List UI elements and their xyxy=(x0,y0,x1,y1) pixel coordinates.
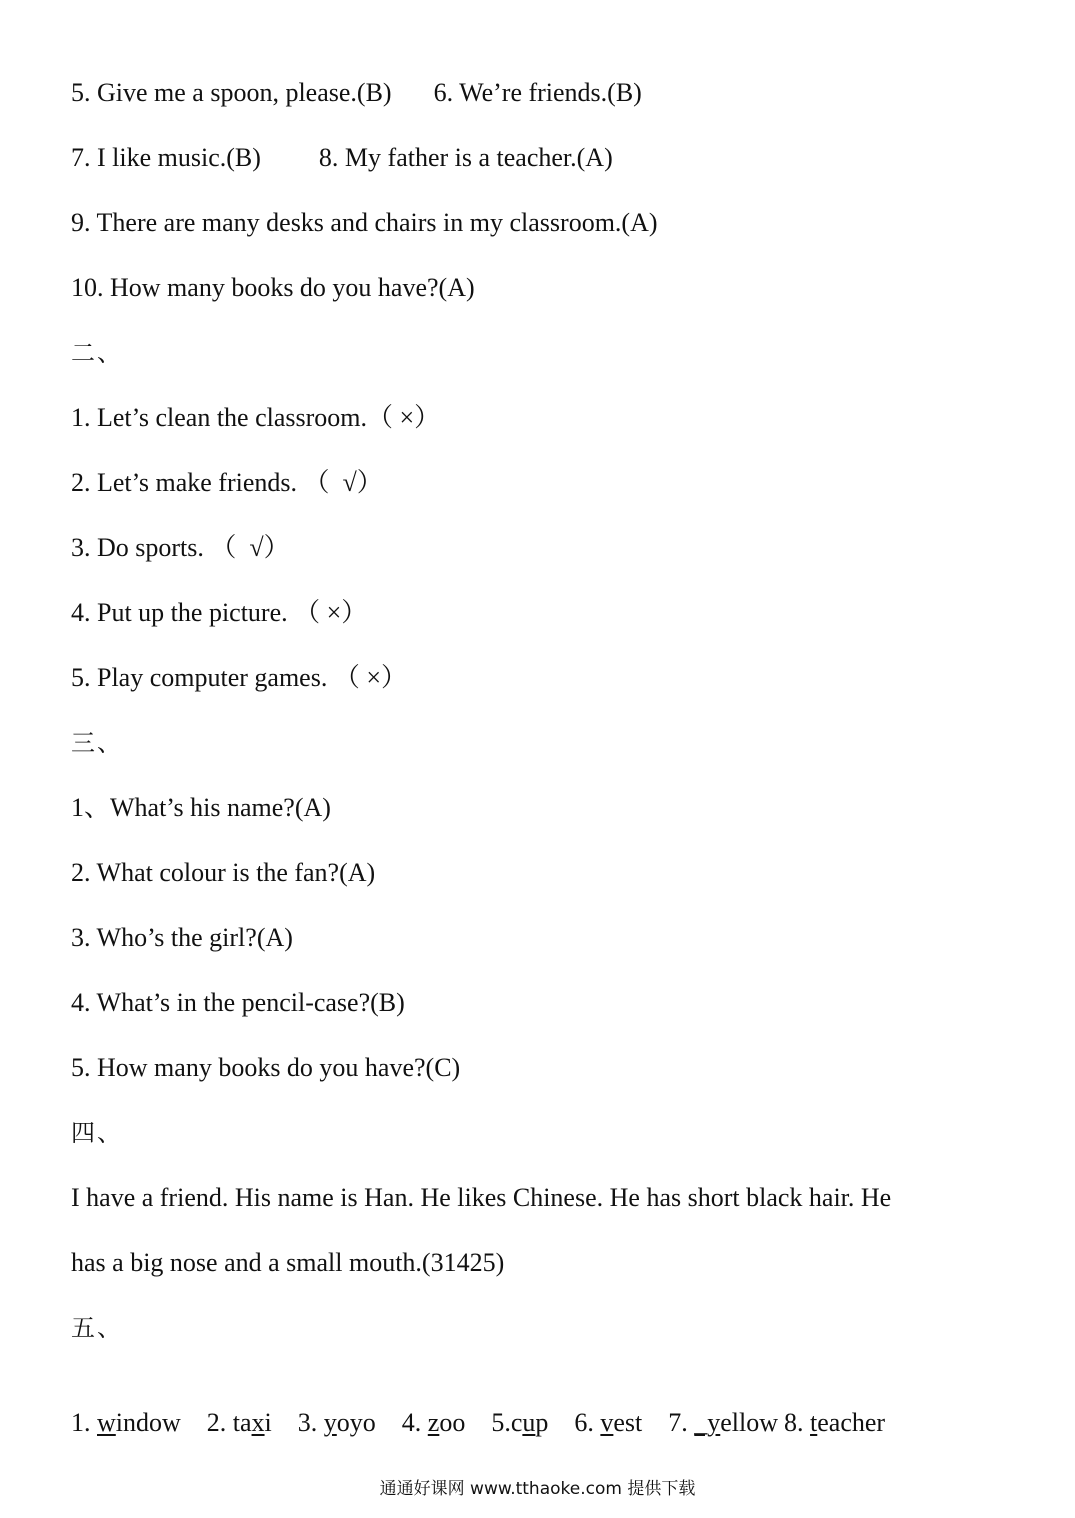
answer-line-2 xyxy=(71,143,613,173)
part3-item-5: 5. How many books do you have?(C) xyxy=(71,1053,461,1082)
part4-passage-line-2: has a big nose and a small mouth.(31425) xyxy=(71,1248,505,1277)
section-2-heading: 二、 xyxy=(71,339,123,367)
part1-item-6: 6. We’re friends.(B) xyxy=(433,78,642,107)
part5-word-1: 1. window xyxy=(71,1408,181,1437)
part2-item-2: 2. Let’s make friends. （ √） xyxy=(71,468,383,497)
part2-item-1: 1. Let’s clean the classroom.（ ×） xyxy=(71,403,441,432)
part3-item-4: 4. What’s in the pencil-case?(B) xyxy=(71,988,405,1017)
part2-item-4: 4. Put up the picture. （ ×） xyxy=(71,598,368,627)
section-3-heading: 三、 xyxy=(71,729,123,757)
part1-item-10: 10. How many books do you have?(A) xyxy=(71,273,475,302)
part5-word-7: 7. _yellow xyxy=(668,1408,779,1437)
part3-item-3: 3. Who’s the girl?(A) xyxy=(71,923,293,952)
part3-item-1: 1、What’s his name?(A) xyxy=(71,793,331,822)
part5-word-4: 4. zoo xyxy=(401,1408,466,1437)
part5-word-8: 8. teacher xyxy=(784,1408,886,1437)
part5-word-3: 3. yoyo xyxy=(297,1408,376,1437)
part1-item-9: 9. There are many desks and chairs in my classroom.(A) xyxy=(71,208,658,237)
part5-word-5: 5.cup xyxy=(491,1408,549,1437)
section-5-heading: 五、 xyxy=(71,1314,123,1342)
part2-item-5: 5. Play computer games. （ ×） xyxy=(71,663,407,692)
part1-item-5: 5. Give me a spoon, please.(B) xyxy=(71,78,392,107)
part5-word-2: 2. taxi xyxy=(206,1408,272,1437)
section-4-heading: 四、 xyxy=(71,1119,123,1147)
footer-watermark: 通通好课网 www.tthaoke.com 提供下载 xyxy=(379,1479,696,1499)
part3-item-2: 2. What colour is the fan?(A) xyxy=(71,858,376,887)
part5-word-6: 6. vest xyxy=(574,1408,643,1437)
part2-item-3: 3. Do sports. （ √） xyxy=(71,533,290,562)
part1-item-7: 7. I like music.(B) xyxy=(71,143,261,172)
part1-item-8: 8. My father is a teacher.(A) xyxy=(318,143,613,172)
part5-word-list xyxy=(71,1378,885,1438)
part4-passage-line-1: I have a friend. His name is Han. He likes Chinese. He has short black hair. He xyxy=(71,1183,892,1212)
answer-line-1 xyxy=(71,78,642,108)
